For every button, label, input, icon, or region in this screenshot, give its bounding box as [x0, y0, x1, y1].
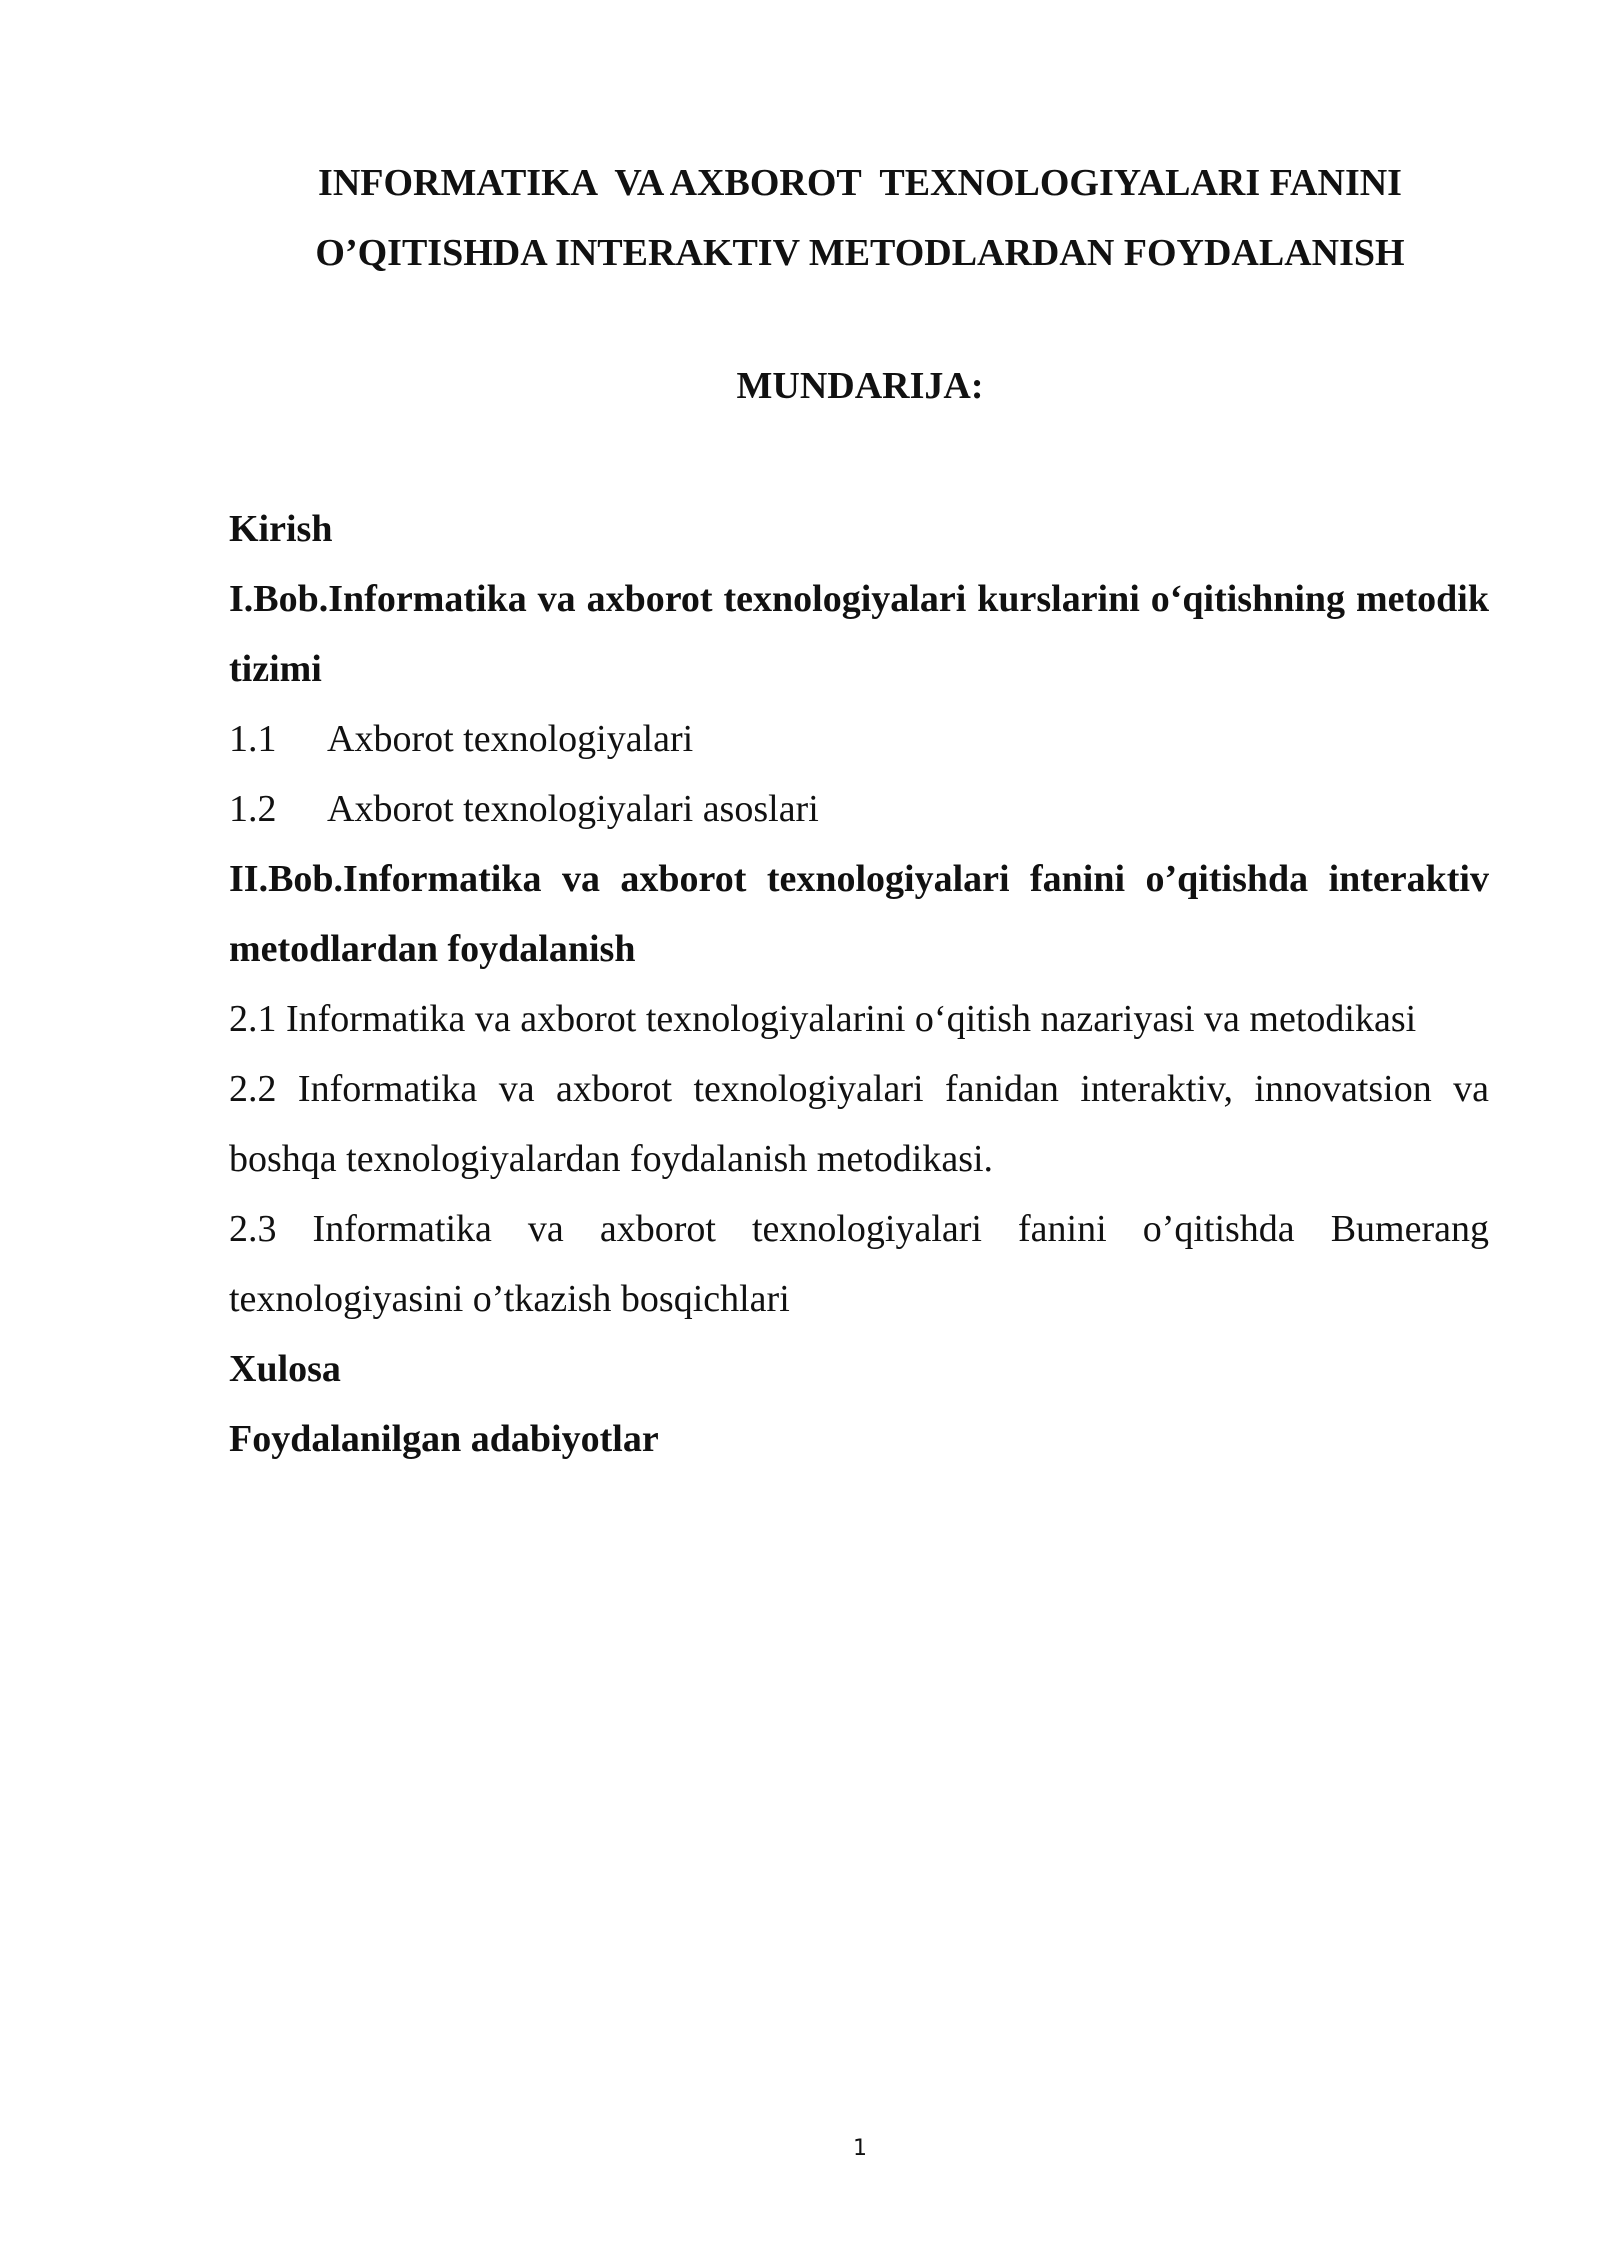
toc-entry-section-2-3: 2.3 Informatika va axborot texnologiyalari fanini o’qitishda Bumerang texnologiyasini o’tkazish bosqichlari	[229, 1208, 1489, 1320]
toc-entry-references: Foydalanilgan adabiyotlar	[229, 1418, 659, 1460]
toc-entry-number: 1.2	[229, 788, 277, 830]
page-number: 1	[853, 2136, 867, 2161]
document-title-line-2: O’QITISHDA INTERAKTIV METODLARDAN FOYDALANISH	[315, 232, 1405, 274]
toc-entry-conclusion: Xulosa	[229, 1348, 341, 1390]
toc-entry-chapter-1: I.Bob.Informatika va axborot texnologiyalari kurslarini o‘qitishning metodik tizimi	[229, 578, 1489, 690]
toc-entry-chapter-2: II.Bob.Informatika va axborot texnologiyalari fanini o’qitishda interaktiv metodlardan foydalanish	[229, 858, 1489, 970]
table-of-contents	[229, 494, 1489, 1474]
toc-entry-number: 1.1	[229, 718, 277, 760]
toc-entry-section-1-2	[229, 774, 1489, 844]
toc-entry-label: Axborot texnologiyalari	[327, 718, 694, 760]
document-title	[230, 148, 1490, 288]
toc-entry-introduction: Kirish	[229, 508, 333, 550]
toc-entry-label: Axborot texnologiyalari asoslari	[327, 788, 819, 830]
toc-heading: MUNDARIJA:	[736, 365, 984, 407]
toc-entry-section-1-1	[229, 704, 1489, 774]
toc-entry-section-2-2: 2.2 Informatika va axborot texnologiyalari fanidan interaktiv, innovatsion va boshqa texnologiyalardan foydalanish metodikasi.	[229, 1068, 1489, 1180]
document-title-line-1: INFORMATIKA VA AXBOROT TEXNOLOGIYALARI FANINI	[318, 162, 1402, 204]
toc-entry-section-2-1: 2.1 Informatika va axborot texnologiyalarini o‘qitish nazariyasi va metodikasi	[229, 998, 1417, 1040]
